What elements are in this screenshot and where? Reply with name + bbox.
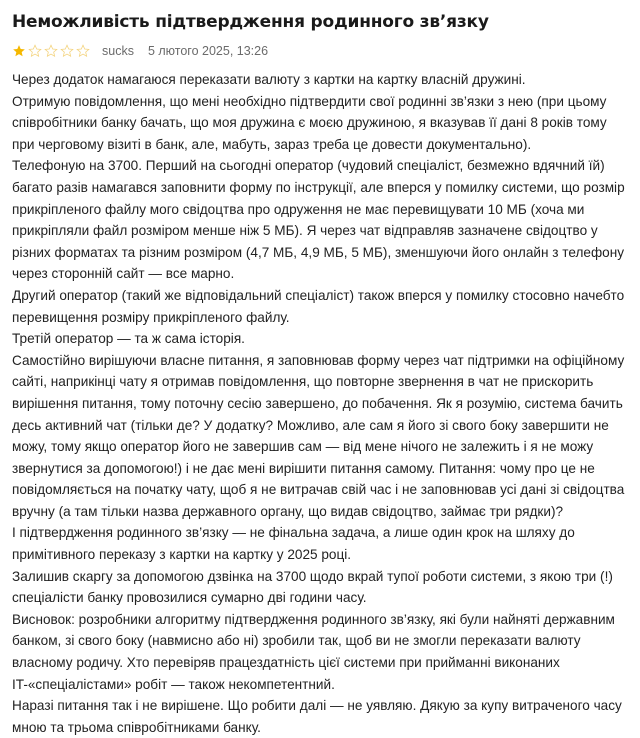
review-paragraph: Третій оператор — та ж сама історія. <box>12 331 245 347</box>
star-empty-icon <box>60 44 74 58</box>
review-paragraph: Самостійно вирішуючи власне питання, я заповнював форму через чат підтримки на офіційному сайті, наприкінці чату я отримав повідомлення, що повторне звернення в чат не прискорить вирішення питання, тому поточну сесію завершено, до побачення. Як я розумію, система бачить десь активний чат (тільки де? У додатку? Можливо, але сам я його зі свого боку завершити не можу, тому якщо оператор його не завершив сам — від мене нічого не залежить і я не можу звернутися за допомогою!) і не дає мені вирішити питання самому. Питання: чому про це не повідомляється на початку чату, щоб я не витрачав свій час і не заповнював усі дані зі свідоцтва вручну (а там тільки назва державного органу, що видав свідоцтво, займає три рядки)? <box>12 352 625 519</box>
star-empty-icon <box>76 44 90 58</box>
star-empty-icon <box>28 44 42 58</box>
review-paragraph: Другий оператор (такий же відповідальний спеціаліст) також вперся у помилку стосовно начебто перевищення розміру прикріпленого файлу. <box>12 287 625 325</box>
star-filled-icon <box>12 44 26 58</box>
star-empty-icon <box>44 44 58 58</box>
review-title: Неможливість підтвердження родинного зв’язку <box>12 12 489 32</box>
review-paragraph: Через додаток намагаюся переказати валюту з картки на картку власній дружині. <box>12 72 526 87</box>
review-date: 5 лютого 2025, 13:26 <box>147 44 269 58</box>
review-author[interactable]: sucks <box>102 44 134 58</box>
star-rating <box>12 44 90 58</box>
review-paragraph: Телефоную на 3700. Перший на сьогодні оператор (чудовий спеціаліст, безмежно вдячний їй) багато разів намагався заповнити форму по інструкції, але вперся у помилку системи, що розмір прикріпленого файлу мого свідоцтва про одруження не має перевищувати 10 МБ (хоча ми прикріпляли файл розміром менше ніж 5 МБ). Я через чат відправляв зазначене свідоцтво у різних форматах та різним розміром (4,7 МБ, 4,9 МБ, 5 МБ), зменшуючи його онлайн з телефону через сторонній сайт — все марно. <box>12 158 625 282</box>
review-paragraph: Отримую повідомлення, що мені необхідно підтвердити свої родинні зв’язки з нею (при цьому співробітники банку бачать, що моя дружина є моєю дружиною, я вказував її дані 8 років тому при черговому візиті в банк, але, мабуть, зараз треба це довести документально). <box>12 93 607 152</box>
review-meta <box>12 41 628 61</box>
review-paragraph: І підтвердження родинного зв’язку — не фінальна задача, а лише один крок на шляху до примітивного переказу з картки на картку у 2025 році. <box>12 525 575 563</box>
review-paragraph: Висновок: розробники алгоритму підтвердження родинного зв’язку, які були найняті державним банком, зі свого боку (навмисно або ні) зробили так, щоб ви не змогли переказати валюту власному родичу. Хто перевіряв працездатність цієї системи при прийманні виконаних IT-«спеціалістами» робіт — також некомпетентний. <box>12 611 615 692</box>
review-paragraph: Наразі питання так і не вирішене. Що робити далі — не уявляю. Дякую за купу витраченого часу мною та трьома співробітниками банку. <box>12 698 622 735</box>
review-paragraph: Залишив скаргу за допомогою дзвінка на 3700 щодо вкрай тупої роботи системи, з якою три (!) спеціалісти банку провозилися сумарно дві години часу. <box>12 568 613 606</box>
review-body <box>12 69 628 738</box>
